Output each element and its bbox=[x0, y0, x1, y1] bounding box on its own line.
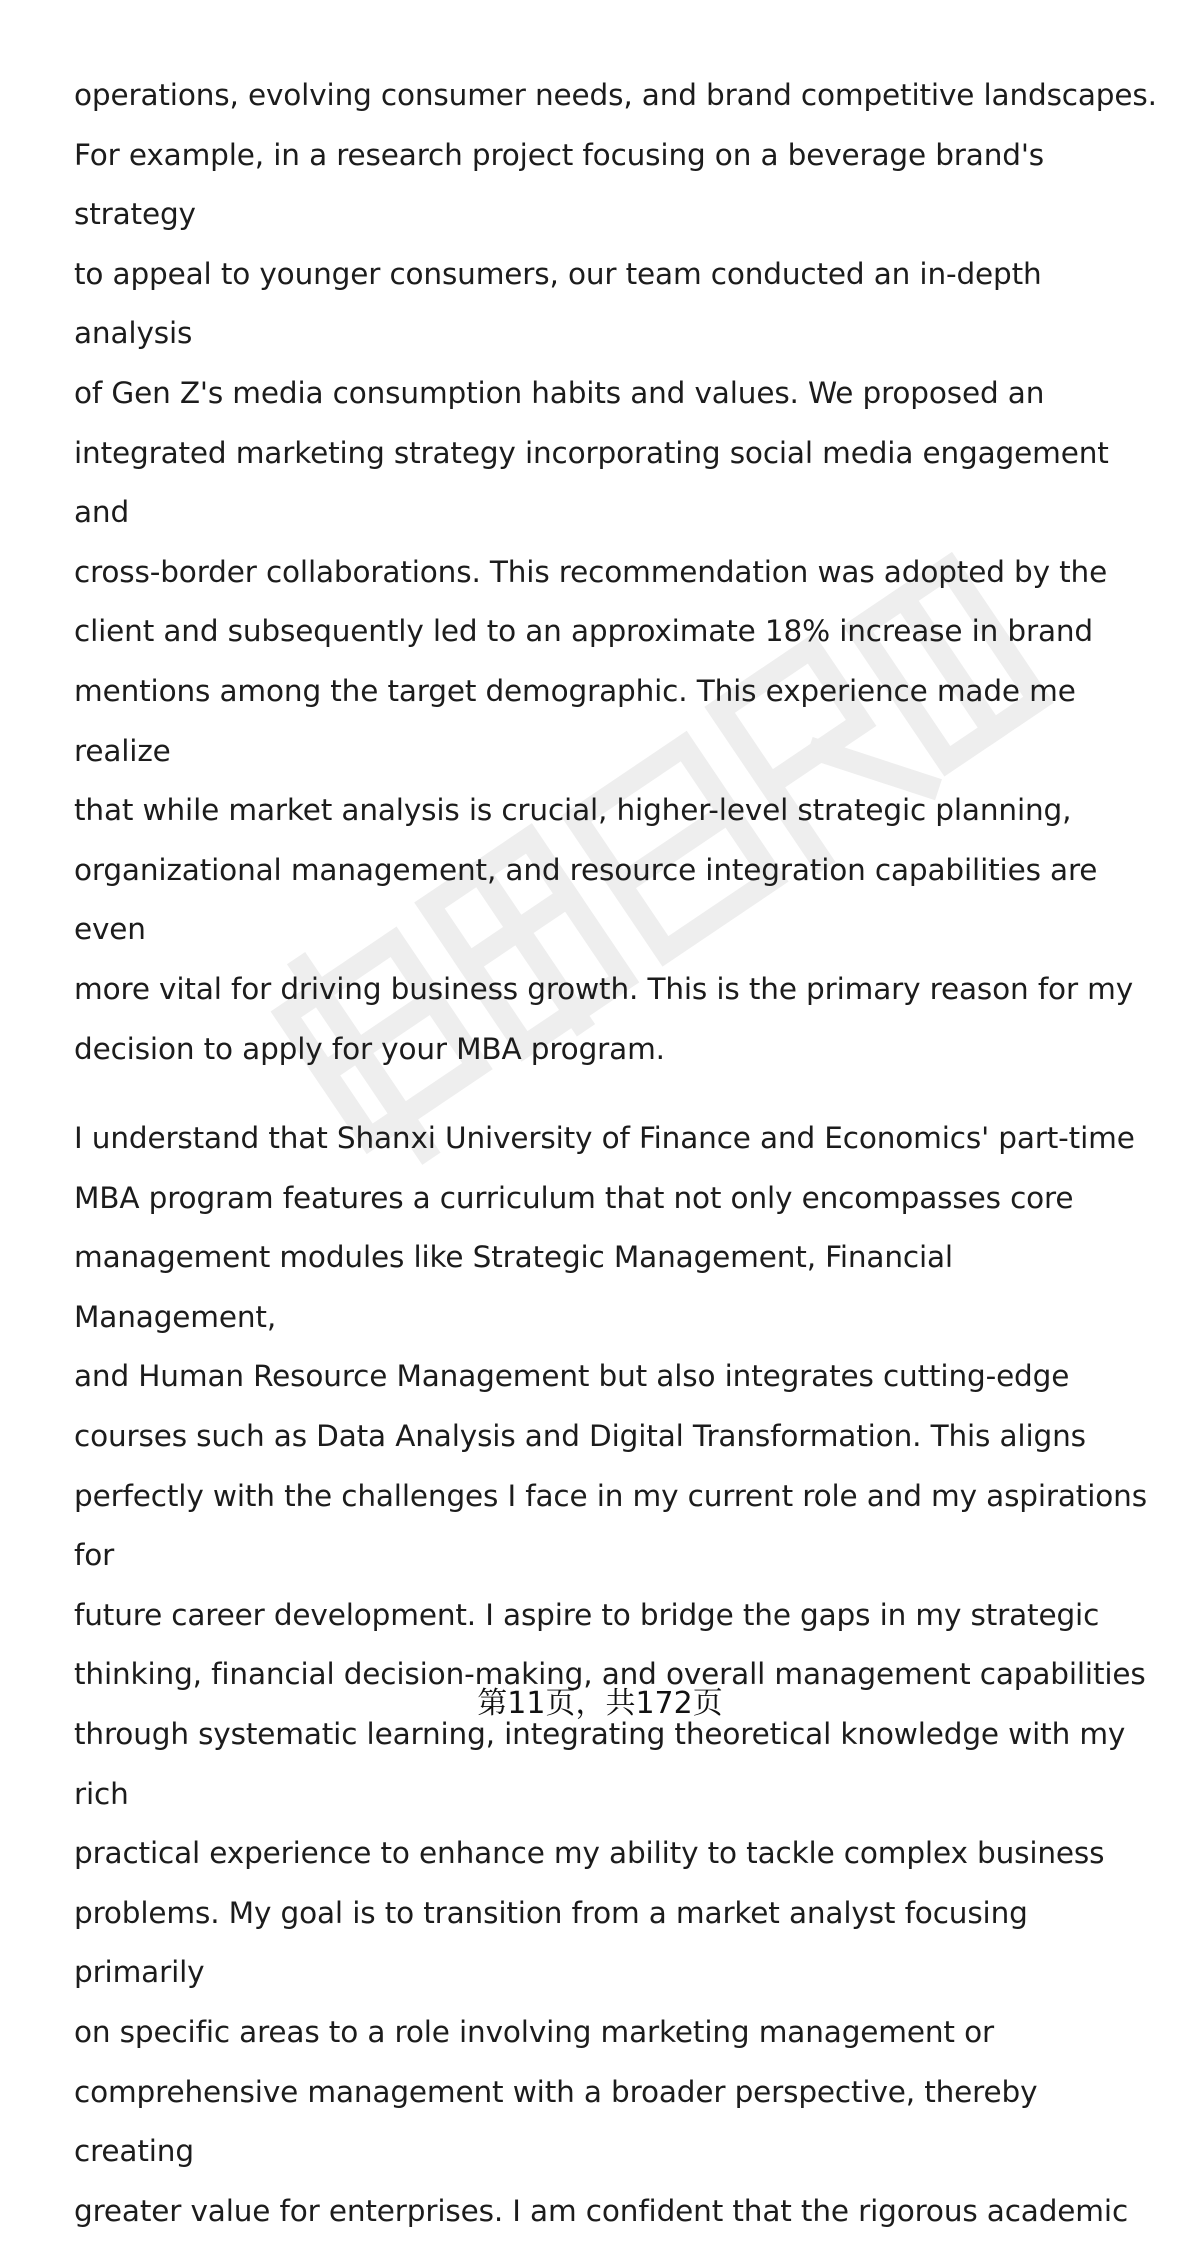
text-line: integrated marketing strategy incorporating social media engagement and bbox=[74, 435, 1109, 530]
text-line: perfectly with the challenges I face in my current role and my aspirations for bbox=[74, 1478, 1147, 1573]
text-line: courses such as Data Analysis and Digital Transformation. This aligns bbox=[74, 1419, 1086, 1454]
text-line: thinking, financial decision-making, and overall management capabilities bbox=[74, 1657, 1146, 1692]
text-line: decision to apply for your MBA program. bbox=[74, 1031, 665, 1066]
text-line: MBA program features a curriculum that not only encompasses core bbox=[74, 1180, 1074, 1215]
text-line: that while market analysis is crucial, higher-level strategic planning, bbox=[74, 793, 1072, 828]
text-line: through systematic learning, integrating theoretical knowledge with my rich bbox=[74, 1717, 1126, 1811]
text-line: greater value for enterprises. I am confident that the rigorous academic bbox=[74, 2193, 1129, 2228]
text-line: on specific areas to a role involving marketing management or bbox=[74, 2015, 994, 2049]
text-line: operations, evolving consumer needs, and brand competitive landscapes. bbox=[74, 78, 1157, 112]
text-line: comprehensive management with a broader perspective, thereby creating bbox=[74, 2074, 1038, 2169]
paragraph-spacer bbox=[74, 1079, 1164, 1109]
text-line: management modules like Strategic Management, Financial Management, bbox=[74, 1240, 953, 1334]
text-line: For example, in a research project focusing on a beverage brand's strategy bbox=[74, 137, 1045, 232]
text-line: of Gen Z's media consumption habits and values. We proposed an bbox=[74, 375, 1045, 410]
paragraph bbox=[74, 1109, 1164, 2241]
text-line: I understand that Shanxi University of Finance and Economics' part-time bbox=[74, 1121, 1135, 1156]
text-line: practical experience to enhance my ability to tackle complex business bbox=[74, 1836, 1105, 1871]
text-line: cross-border collaborations. This recommendation was adopted by the bbox=[74, 554, 1108, 589]
paragraph bbox=[74, 66, 1164, 1079]
text-line: to appeal to younger consumers, our team conducted an in-depth analysis bbox=[74, 256, 1042, 351]
document-body bbox=[74, 66, 1164, 2241]
page-number: 第11页，共172页 bbox=[477, 1686, 723, 1721]
text-line: more vital for driving business growth. This is the primary reason for my bbox=[74, 971, 1134, 1006]
text-line: mentions among the target demographic. This experience made me realize bbox=[74, 673, 1076, 768]
text-line: client and subsequently led to an approximate 18% increase in brand bbox=[74, 614, 1093, 649]
text-line: organizational management, and resource integration capabilities are even bbox=[74, 852, 1098, 947]
text-line: future career development. I aspire to bridge the gaps in my strategic bbox=[74, 1597, 1100, 1632]
text-line: problems. My goal is to transition from a market analyst focusing primarily bbox=[74, 1895, 1028, 1990]
text-line: and Human Resource Management but also integrates cutting-edge bbox=[74, 1359, 1070, 1394]
